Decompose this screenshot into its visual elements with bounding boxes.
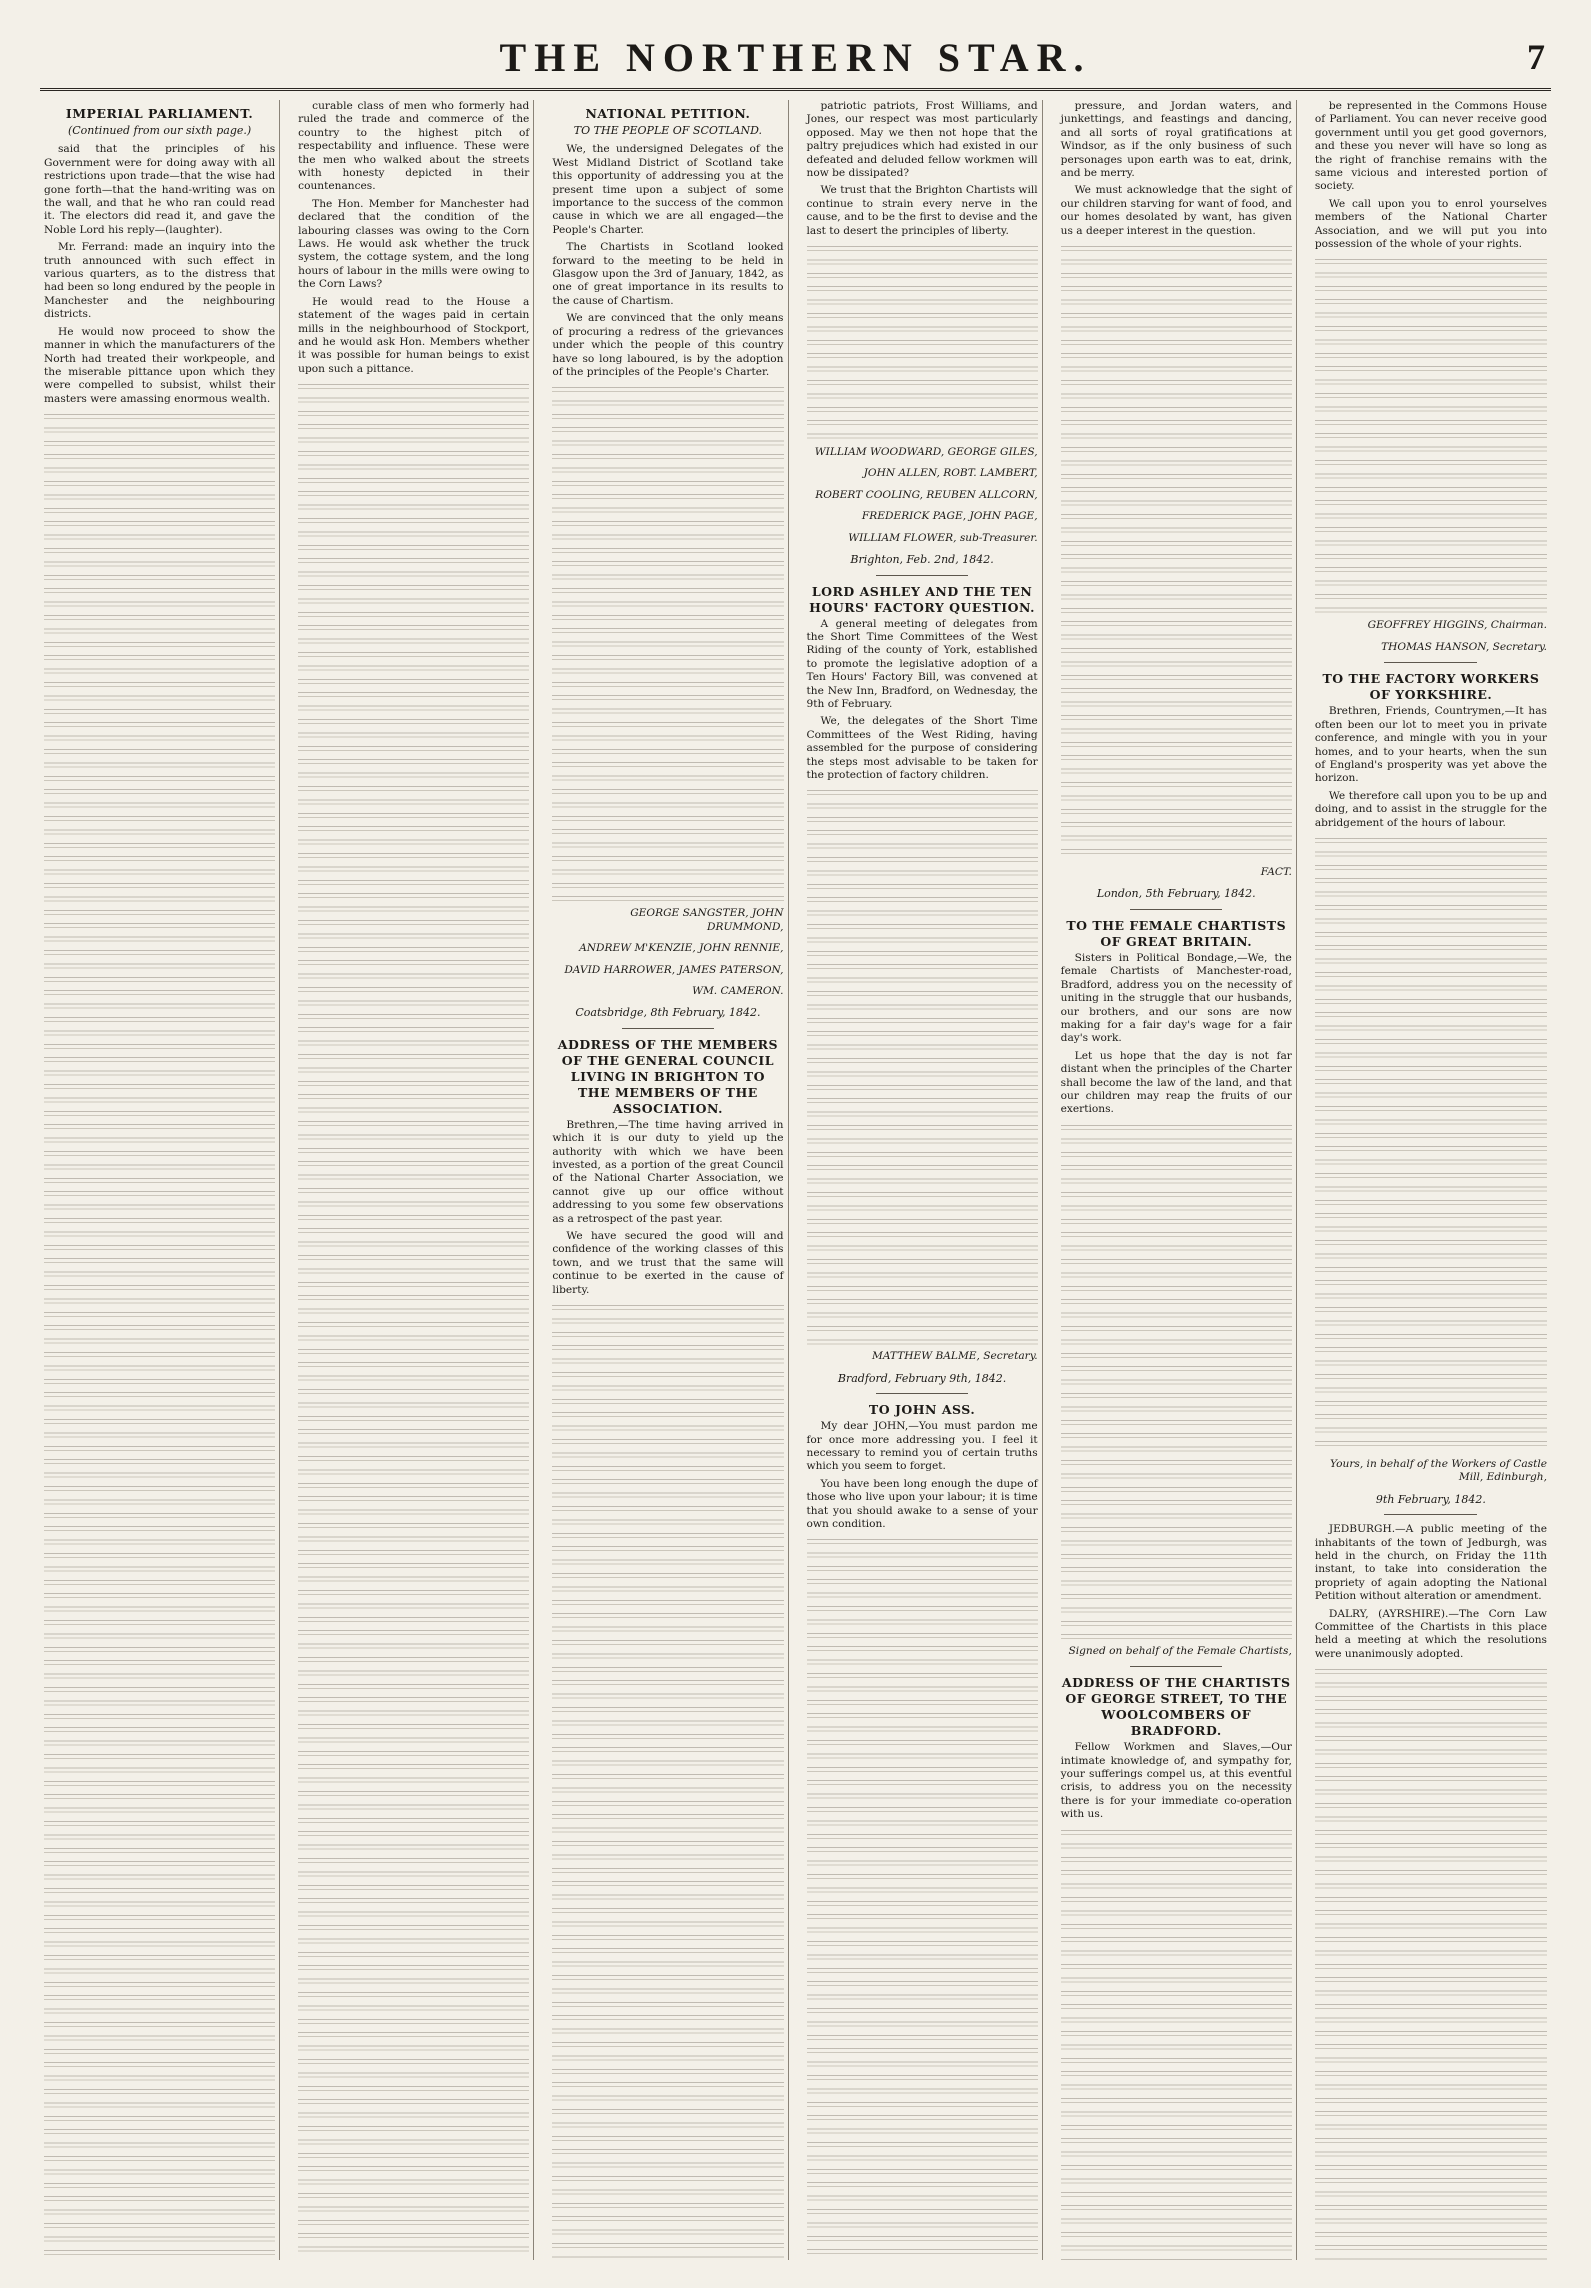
column-1 <box>40 100 280 2260</box>
body-text-continuation <box>1315 255 1547 615</box>
signature-line: ROBERT COOLING, REUBEN ALLCORN, <box>815 488 1038 501</box>
signature-line: FREDERICK PAGE, JOHN PAGE, <box>861 510 1038 523</box>
body-text-continuation <box>807 786 1038 1346</box>
paragraph: The Chartists in Scotland looked forward to the meeting to be held in Glasgow upon the 3rd of January, 1842, as one of great importance in its results to the cause of Chartism. <box>552 241 784 307</box>
signature-line: Signed on behalf of the Female Chartists, <box>1068 1644 1292 1657</box>
column-6 <box>1311 100 1551 2260</box>
paragraph: Fellow Workmen and Slaves,—Our intimate knowledge of, and sympathy for, your sufferings compel us, at this eventful crisis, to address you on the necessity there is for your immediate co-operation with us. <box>1060 1741 1292 1821</box>
paragraph: JEDBURGH.—A public meeting of the inhabitants of the town of Jedburgh, was held in the church, on Friday the 11th instant, to take into consideration the propriety of again adopting the National Petition without alteration or amendment. <box>1314 1523 1547 1603</box>
body-text-continuation <box>1061 242 1292 862</box>
section-subheading: (Continued from our sixth page.) <box>67 124 252 137</box>
paragraph: Mr. Ferrand: made an inquiry into the truth announced with such effect in various quarters, as to the distress that had been so long endured by the people in Manchester and the neighbouring districts. <box>44 241 276 321</box>
body-text-continuation <box>298 380 529 2260</box>
paragraph: He would read to the House a statement of the wages paid in certain mills in the neighbourhood of Stockport, and he would ask Hon. Members whether it was possible for human beings to exist upon such a pittance. <box>298 295 530 375</box>
body-text-continuation <box>1315 1665 1547 2260</box>
paragraph: We must acknowledge that the sight of our children starving for want of food, and our homes desolated by want, has given us a deeper interest in the question. <box>1060 184 1292 237</box>
section-heading: TO THE FACTORY WORKERS OF YORKSHIRE. <box>1322 671 1540 703</box>
body-text-continuation <box>807 242 1038 442</box>
paragraph: patriotic patriots, Frost Williams, and Jones, our respect was most particularly opposed. May we then not hope that the paltry prejudices which had existed in our defeated and deluded fellow workmen will now be dissipated? <box>806 100 1038 180</box>
signature-line: Yours, in behalf of the Workers of Castle Mill, Edinburgh, <box>1330 1457 1547 1484</box>
paragraph: be represented in the Commons House of Parliament. You can never receive good government until you get good governors, and these you never will have so long as the right of franchise remains with the same vicious and interested portion of society. <box>1314 100 1547 193</box>
paragraph: said that the principles of his Government were for doing away with all restrictions upon trade—that the wise had gone forth—that the hand-writing was on the wall, and that he who ran could read it. The electors did read it, and gave the Noble Lord his reply—(laughter). <box>44 143 276 236</box>
section-heading: LORD ASHLEY AND THE TEN HOURS' FACTORY QUESTION. <box>809 583 1035 615</box>
dateline: Brighton, Feb. 2nd, 1842. <box>850 553 994 567</box>
section-heading: NATIONAL PETITION. <box>585 106 751 121</box>
paragraph: We, the undersigned Delegates of the West Midland District of Scotland take this opportunity of addressing you at the present time upon a subject of some importance to the success of the common cause in which we are all engaged—the People's Charter. <box>552 143 784 236</box>
masthead <box>40 28 1551 91</box>
section-heading: ADDRESS OF THE CHARTISTS OF GEORGE STREET, TO THE WOOLCOMBERS OF BRADFORD. <box>1061 1675 1291 1739</box>
page-number: 7 <box>1527 37 1545 77</box>
signature-line: GEORGE SANGSTER, JOHN DRUMMOND, <box>630 907 784 933</box>
dateline: Bradford, February 9th, 1842. <box>837 1371 1007 1385</box>
section-subheading: TO THE PEOPLE OF SCOTLAND. <box>573 124 763 137</box>
paragraph: We therefore call upon you to be up and doing, and to assist in the struggle for the abridgement of the hours of labour. <box>1314 789 1547 829</box>
signature-line: GEOFFREY HIGGINS, Chairman. <box>1367 619 1547 632</box>
section-heading: TO THE FEMALE CHARTISTS OF GREAT BRITAIN. <box>1066 917 1287 949</box>
divider <box>876 1393 968 1394</box>
section-heading: ADDRESS OF THE MEMBERS OF THE GENERAL COUNCIL LIVING IN BRIGHTON TO THE MEMBERS OF THE ASSOCIATION. <box>557 1036 779 1116</box>
paragraph: Brethren, Friends, Countrymen,—It has often been our lot to meet you in private conference, and mingle with you in your homes, and to your hearts, when the sun of England's prosperity was yet above the horizon. <box>1314 705 1547 785</box>
columns <box>40 100 1551 2260</box>
dateline: London, 5th February, 1842. <box>1096 887 1256 901</box>
dateline: 9th February, 1842. <box>1375 1492 1486 1506</box>
paragraph: We trust that the Brighton Chartists will continue to strain every nerve in the cause, and to be the first to devise and the last to desert the principles of liberty. <box>806 184 1038 237</box>
body-text-continuation <box>1061 1826 1292 2260</box>
signature-line: WILLIAM FLOWER, sub-Treasurer. <box>848 531 1038 544</box>
section-heading: TO JOHN ASS. <box>868 1402 976 1418</box>
divider <box>1384 1514 1477 1515</box>
divider <box>876 575 968 576</box>
paragraph: We call upon you to enrol yourselves members of the National Charter Association, and we will put you into possession of the whole of your rights. <box>1314 197 1547 251</box>
body-text-continuation <box>807 1535 1038 2260</box>
divider <box>1130 1666 1222 1667</box>
column-3 <box>548 100 788 2260</box>
paragraph: Sisters in Political Bondage,—We, the female Chartists of Manchester-road, Bradford, address you on the necessity of uniting in the struggle that our husbands, our brothers, and our sons are now making for a fair day's wage for a fair day's work. <box>1060 951 1292 1045</box>
paragraph: My dear JOHN,—You must pardon me for once more addressing you. I feel it necessary to remind you of certain truths which you seem to forget. <box>806 1420 1038 1473</box>
signature-line: JOHN ALLEN, ROBT. LAMBERT, <box>863 467 1038 480</box>
paragraph: curable class of men who formerly had ruled the trade and commerce of the country to the highest pitch of respectability and influence. These were the men who walked about the streets with honesty depicted in their countenances. <box>298 100 530 193</box>
body-text-continuation <box>44 410 275 2260</box>
paragraph: We, the delegates of the Short Time Committees of the West Riding, having assembled for the purpose of considering the steps most advisable to be taken for the protection of factory children. <box>806 715 1038 781</box>
divider <box>622 1028 714 1029</box>
body-text-continuation <box>1061 1121 1292 1641</box>
divider <box>1130 909 1222 910</box>
column-5 <box>1057 100 1297 2260</box>
paragraph: He would now proceed to show the manner in which the manufacturers of the North had treated their workpeople, and the miserable pittance upon which they were compelled to subsist, whilst their masters were amassing enormous wealth. <box>44 325 276 405</box>
signature-line: THOMAS HANSON, Secretary. <box>1381 640 1547 653</box>
signature-line: MATTHEW BALME, Secretary. <box>872 1350 1038 1363</box>
paragraph: Let us hope that the day is not far distant when the principles of the Charter shall become the law of the land, and that our children may reap the fruits of our exertions. <box>1060 1049 1292 1116</box>
signature-line: WM. CAMERON. <box>692 984 784 997</box>
paragraph: The Hon. Member for Manchester had declared that the condition of the labouring classes was owing to the Corn Laws. He would ask whether the truck system, the cottage system, and the long hours of labour in the mills were owing to the Corn Laws? <box>298 197 530 291</box>
paragraph: You have been long enough the dupe of those who live upon your labour; it is time that you should awake to a sense of your own condition. <box>806 1477 1038 1531</box>
paragraph: A general meeting of delegates from the Short Time Committees of the West Riding of the county of York, established to promote the legislative adoption of a Ten Hours' Factory Bill, was convened at the New Inn, Bradford, on Wednesday, the 9th of February. <box>806 617 1038 710</box>
paragraph: DALRY, (AYRSHIRE).—The Corn Law Committee of the Chartists in this place held a meeting at which the resolutions were unanimously adopted. <box>1314 1607 1547 1660</box>
paragraph: Brethren,—The time having arrived in which it is our duty to yield up the authority with which we have been invested, as a portion of the great Council of the National Charter Association, we cannot give up our office without addressing to you some few observations as a retrospect of the past year. <box>552 1118 784 1225</box>
signature-line: FACT. <box>1260 866 1292 879</box>
paragraph: We have secured the good will and confidence of the working classes of this town, and we trust that the same will continue to be exerted in the cause of liberty. <box>552 1230 784 1296</box>
body-text-continuation <box>552 383 783 903</box>
body-text-continuation <box>1315 834 1547 1454</box>
newspaper-title: THE NORTHERN STAR. <box>499 35 1092 80</box>
column-2 <box>294 100 534 2260</box>
column-4 <box>803 100 1043 2260</box>
signature-line: WILLIAM WOODWARD, GEORGE GILES, <box>814 446 1038 459</box>
paragraph: We are convinced that the only means of procuring a redress of the grievances under which the people of this country have so long laboured, is by the adoption of the principles of the People's Charter. <box>552 312 784 378</box>
signature-line: ANDREW M'KENZIE, JOHN RENNIE, <box>579 942 784 955</box>
section-heading: IMPERIAL PARLIAMENT. <box>65 106 254 121</box>
divider <box>1384 662 1477 663</box>
dateline: Coatsbridge, 8th February, 1842. <box>575 1006 761 1020</box>
paragraph: pressure, and Jordan waters, and junkettings, and feastings and dancing, and all sorts of royal gratifications at Windsor, as if the only business of such personages upon earth was to eat, drink, and be merry. <box>1060 100 1292 180</box>
signature-line: DAVID HARROWER, JAMES PATERSON, <box>564 963 784 976</box>
body-text-continuation <box>552 1301 783 2260</box>
